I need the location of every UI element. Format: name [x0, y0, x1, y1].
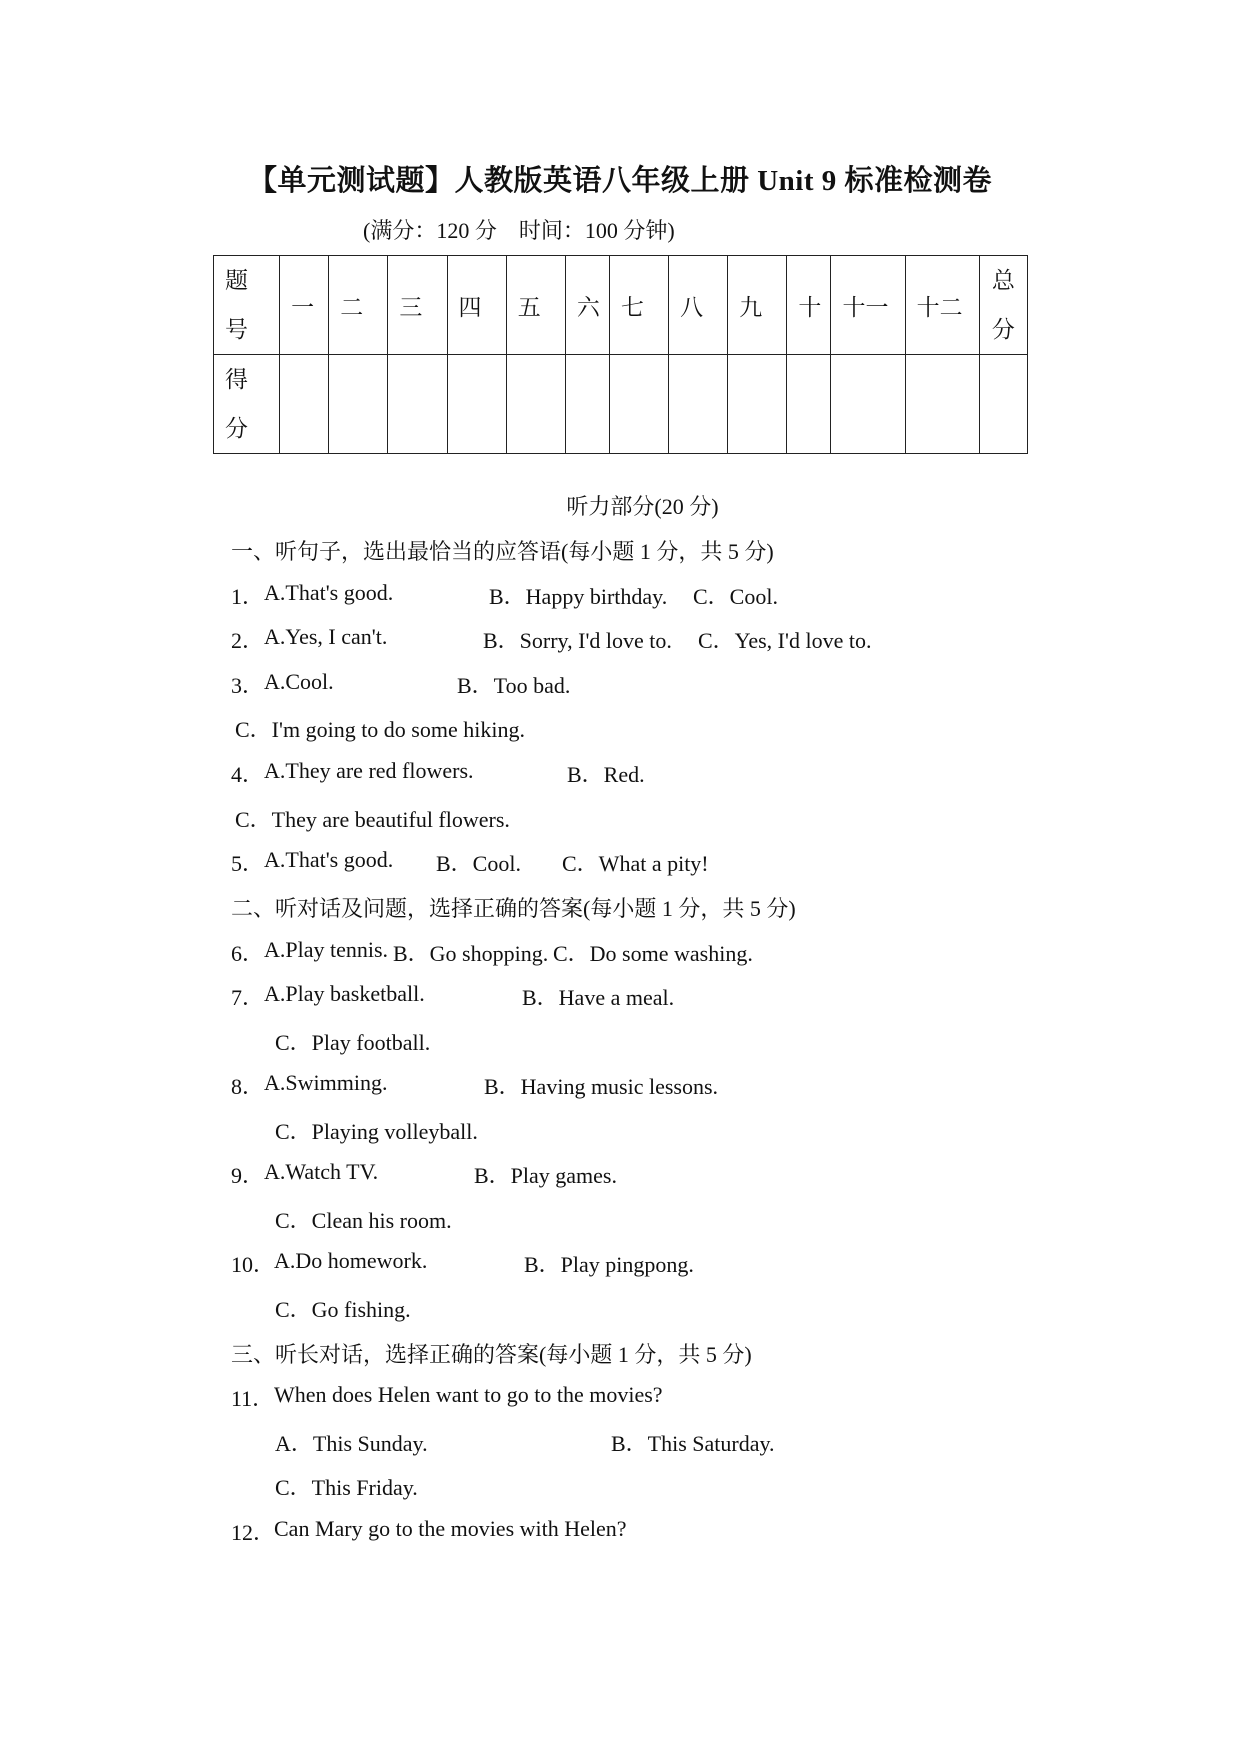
option-a: A.That's good.	[264, 847, 394, 872]
score-cell	[447, 355, 506, 454]
total-score-label: 总 分	[979, 256, 1027, 355]
question-number: 4．	[231, 762, 265, 787]
question-number: 5．	[231, 851, 265, 876]
score-label: 得 分	[214, 355, 280, 454]
option-c: C．Do some washing.	[553, 941, 753, 966]
option-a: A.Swimming.	[264, 1070, 388, 1095]
question-number: 7．	[231, 985, 265, 1010]
score-table	[213, 255, 1028, 454]
header-cell: 二	[329, 256, 388, 355]
score-cell	[609, 355, 668, 454]
page-title: 【单元测试题】人教版英语八年级上册 Unit 9 标准检测卷	[247, 165, 993, 197]
score-cell	[280, 355, 329, 454]
option-b: B．Have a meal.	[522, 985, 675, 1010]
header-cell: 十二	[905, 256, 979, 355]
option-b: B．Happy birthday.	[489, 584, 668, 609]
option-b: B．Too bad.	[457, 673, 571, 698]
question-number: 12．	[231, 1520, 276, 1545]
question-number: 8．	[231, 1074, 265, 1099]
score-cell	[728, 355, 787, 454]
option-b: B．Play games.	[474, 1163, 617, 1188]
score-cell	[669, 355, 728, 454]
option-a: A.They are red flowers.	[264, 758, 474, 783]
option-a: A.Watch TV.	[264, 1159, 379, 1184]
question-number: 10．	[231, 1252, 276, 1277]
option-a: A.Yes, I can't.	[264, 624, 388, 649]
header-cell: 七	[609, 256, 668, 355]
score-cell	[905, 355, 979, 454]
option-a: A．This Sunday.	[275, 1431, 428, 1456]
section2-instruction: 二、听对话及问题，选择正确的答案(每小题 1 分，共 5 分)	[231, 896, 796, 921]
question-number: 9．	[231, 1163, 265, 1188]
question-number: 3．	[231, 673, 265, 698]
question-number: 6．	[231, 941, 265, 966]
header-cell: 五	[506, 256, 565, 355]
score-cell	[831, 355, 905, 454]
question-text: When does Helen want to go to the movies?	[274, 1382, 663, 1407]
question-text: Can Mary go to the movies with Helen?	[274, 1516, 627, 1541]
option-c: C．Yes, I'd love to.	[698, 628, 872, 653]
option-b: B．This Saturday.	[611, 1431, 775, 1456]
exam-info: (满分：120 分 时间：100 分钟)	[363, 218, 675, 243]
option-a: A.Cool.	[264, 669, 334, 694]
score-cell	[787, 355, 831, 454]
header-cell: 四	[447, 256, 506, 355]
option-a: A.Play tennis.	[264, 937, 389, 962]
option-b: B．Sorry, I'd love to.	[483, 628, 672, 653]
header-cell: 一	[280, 256, 329, 355]
question-number: 2．	[231, 628, 265, 653]
option-b: B．Having music lessons.	[484, 1074, 719, 1099]
header-cell: 三	[388, 256, 447, 355]
option-c: C．This Friday.	[275, 1475, 418, 1500]
option-b: B．Cool.	[436, 851, 521, 876]
header-cell: 十	[787, 256, 831, 355]
option-c: C．Play football.	[275, 1030, 431, 1055]
option-a: A.Play basketball.	[264, 981, 425, 1006]
option-b: B．Play pingpong.	[524, 1252, 694, 1277]
score-table-header-row	[214, 256, 1028, 355]
option-b: B．Red.	[567, 762, 645, 787]
header-cell: 六	[565, 256, 609, 355]
question-number: 11．	[231, 1386, 275, 1411]
question-number-label: 题 号	[214, 256, 280, 355]
option-a: A.That's good.	[264, 580, 394, 605]
score-table-score-row	[214, 355, 1028, 454]
score-cell	[388, 355, 447, 454]
section3-instruction: 三、听长对话，选择正确的答案(每小题 1 分，共 5 分)	[231, 1342, 752, 1367]
option-b: B．Go shopping.	[393, 941, 549, 966]
score-cell	[979, 355, 1027, 454]
header-cell: 八	[669, 256, 728, 355]
header-cell: 九	[728, 256, 787, 355]
header-cell: 十一	[831, 256, 905, 355]
question-number: 1．	[231, 584, 265, 609]
score-cell	[506, 355, 565, 454]
option-c: C．I'm going to do some hiking.	[235, 717, 525, 742]
listening-section-heading: 听力部分(20 分)	[566, 494, 719, 519]
option-c: C．Clean his room.	[275, 1208, 452, 1233]
option-c: C．They are beautiful flowers.	[235, 807, 510, 832]
score-cell	[329, 355, 388, 454]
option-c: C．Go fishing.	[275, 1297, 411, 1322]
option-c: C．Playing volleyball.	[275, 1119, 478, 1144]
option-a: A.Do homework.	[274, 1248, 428, 1273]
section1-instruction: 一、听句子，选出最恰当的应答语(每小题 1 分，共 5 分)	[231, 539, 774, 564]
option-c: C．What a pity!	[562, 851, 709, 876]
score-cell	[565, 355, 609, 454]
option-c: C．Cool.	[693, 584, 778, 609]
